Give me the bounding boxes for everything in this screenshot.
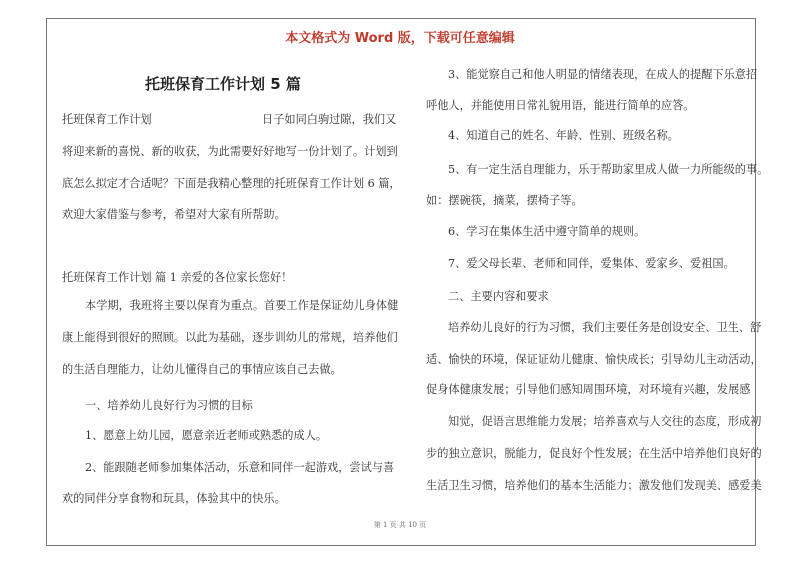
item-7: 7、爱父母长辈、老师和同伴，爱集体、爱家乡、爱祖国。 <box>448 257 735 270</box>
item-6: 6、学习在集体生活中遵守简单的规则。 <box>448 225 646 238</box>
content-line-3: 促身体健康发展；引导他们感知周围环境，对环境有兴趣，发展感 <box>426 383 751 396</box>
content-line-1: 培养幼儿良好的行为习惯，我们主要任务是创设安全、卫生、舒 <box>448 321 762 334</box>
goal-2-line-2: 欢的同伴分享食物和玩具，体验其中的快乐。 <box>62 492 286 505</box>
goal-1: 1、愿意上幼儿园，愿意亲近老师或熟悉的成人。 <box>85 429 328 442</box>
content-line-5: 步的独立意识，脱能力，促良好个性发展；在生活中培养他们良好的 <box>426 447 762 460</box>
para1-line-1: 本学期，我班将主要以保育为重点。首要工作是保证幼儿身体健 <box>85 299 399 312</box>
edit-notice-banner: 本文格式为 Word 版，下载可任意编辑 <box>285 31 515 46</box>
item-5-line-1: 5、有一定生活自理能力，乐于帮助家里成人做一力所能级的事。 <box>448 163 769 176</box>
goal-2-line-1: 2、能跟随老师参加集体活动，乐意和同伴一起游戏，尝试与喜 <box>85 461 395 474</box>
intro-label: 托班保育工作计划 <box>62 113 152 126</box>
item-3-line-1: 3、能觉察自己和他人明显的情绪表现，在成人的提醒下乐意招 <box>448 68 758 81</box>
goal-heading: 一、培养幼儿良好行为习惯的目标 <box>85 399 253 412</box>
item-5-line-2: 如：摆碗筷，摘菜，摆椅子等。 <box>426 194 583 207</box>
intro-line-3: 底怎么拟定才合适呢？下面是我精心整理的托班保育工作计划 6 篇， <box>62 177 401 190</box>
intro-line-1: 日子如同白驹过隙，我们又 <box>262 113 397 126</box>
item-4: 4、知道自己的姓名、年龄、性别、班级名称。 <box>448 129 679 142</box>
intro-line-2: 将迎来新的喜悦、新的收获，为此需要好好地写一份计划了。计划到 <box>62 145 398 158</box>
section-heading: 托班保育工作计划 篇 1 亲爱的各位家长您好！ <box>62 271 293 284</box>
para1-line-2: 康上能得到很好的照顾。以此为基础，逐步训幼儿的常规，培养他们 <box>62 331 398 344</box>
para1-line-3: 的生活自理能力，让幼儿懂得自己的事情应该自己去做。 <box>62 363 342 376</box>
page-footer: 第 1 页 共 10 页 <box>373 521 427 529</box>
content-heading: 二、主要内容和要求 <box>448 290 549 303</box>
document-title: 托班保育工作计划 5 篇 <box>145 75 301 93</box>
content-line-4: 知觉，促语言思维能力发展；培养喜欢与人交往的态度，形成初 <box>448 415 762 428</box>
intro-line-4: 欢迎大家借鉴与参考，希望对大家有所帮助。 <box>62 208 286 221</box>
content-line-6: 生活卫生习惯，培养他们的基本生活能力；激发他们发现美、感爱美 <box>426 479 762 492</box>
content-line-2: 适、愉快的环境，保证证幼儿健康、愉快成长；引导幼儿主动活动， <box>426 353 762 366</box>
item-3-line-2: 呼他人，并能使用日常礼貌用语，能进行简单的应答。 <box>426 99 695 112</box>
